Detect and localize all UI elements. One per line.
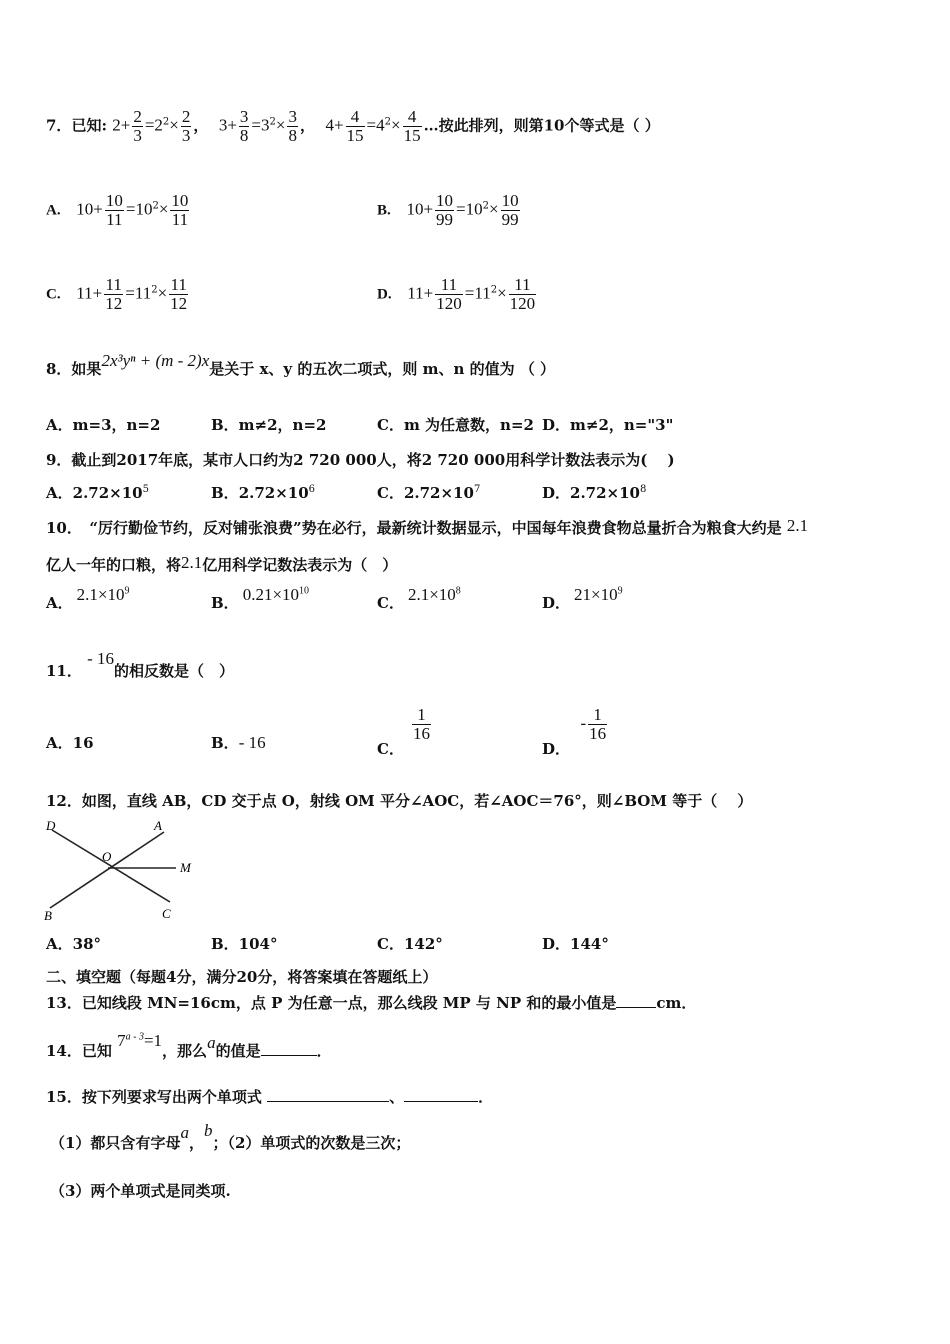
q8-option-a[interactable]: A．m=3，n=2 (46, 416, 161, 434)
q13-stem: 13．已知线段 MN=16cm，点 P 为任意一点，那么线段 MP 与 NP 和的最小值是 cm． (46, 994, 697, 1012)
q7-stem: 7．已知: 2+ $\frac{2}{3}$ $=2^2\times$ $\frac{2}{3}$ ， 3+ $\frac{3}{8}$ $=3^2\times$ $\frac{3}{8}$ ， 4+ $\frac{4}{15}$ $=4^2\times$ $\frac{4}{15}$ …按此排列，则第10个等式是（ ） (46, 107, 660, 145)
q11-option-b[interactable]: B．- 16 (211, 733, 266, 752)
q12-figure (40, 818, 210, 926)
q7-option-b[interactable]: B. 10+ $\frac{10}{99}$ $=10^2\times$ $\frac{10}{99}$ (377, 191, 519, 229)
fraction: $\frac{3}{8}$ (239, 107, 249, 145)
q10-option-a[interactable]: A． $2.1\times 10^9$ (46, 585, 130, 612)
q15-condition-3: （3）两个单项式是同类项. (50, 1182, 231, 1200)
q11-option-d[interactable]: D． - $\frac{1}{16}$ (542, 705, 607, 759)
q9-option-c[interactable]: C．$2.72\times 10^7$ (377, 484, 481, 502)
q10-option-d[interactable]: D． $21\times 10^9$ (542, 585, 623, 612)
q11-option-c[interactable]: C． $\frac{1}{16}$ (377, 705, 430, 759)
q12-stem: 12．如图，直线 AB，CD 交于点 O，射线 OM 平分∠AOC，若∠AOC＝76°，则∠BOM 等于（ ） (46, 792, 753, 810)
section-heading: 二、填空题（每题4分，满分20分，将答案填在答题纸上） (46, 968, 438, 986)
fraction: $\frac{2}{3}$ (181, 107, 191, 145)
q11-stem: 11． - 16的相反数是（ ） (46, 649, 235, 680)
q11-option-a[interactable]: A．16 (46, 734, 94, 752)
label-d: D (46, 818, 56, 833)
q12-option-a[interactable]: A．38° (46, 935, 102, 953)
q15-stem: 15．按下列要求写出两个单项式 、 ． (46, 1088, 494, 1106)
q8-expression: 2x³yⁿ + (m - 2)x (101, 351, 210, 370)
q15-condition-1-2: （1）都只含有字母a，b；（2）单项式的次数是三次； (50, 1121, 411, 1152)
q10-stem-line1: 10． “厉行勤俭节约，反对铺张浪费”势在必行，最新统计数据显示，中国每年浪费食物总量折合为粮食大约是 2.1 (46, 516, 809, 537)
fraction: $\frac{2}{3}$ (133, 107, 142, 145)
q10-option-c[interactable]: C． $2.1\times 10^8$ (377, 585, 461, 612)
answer-blank[interactable] (616, 993, 656, 1008)
label-b: B (44, 908, 52, 923)
fraction: $\frac{3}{8}$ (288, 107, 297, 145)
q8-option-d[interactable]: D．m≠2，n="3" (542, 416, 674, 434)
q12-option-d[interactable]: D．144° (542, 935, 609, 953)
label-o: O (102, 849, 112, 864)
answer-blank-2[interactable] (404, 1087, 478, 1102)
label-a: A (154, 818, 162, 833)
line-ab (50, 832, 164, 908)
q7-option-c[interactable]: C. 11+ $\frac{11}{12}$ $=11^2\times$ $\frac{11}{12}$ (46, 275, 188, 313)
q8-stem: 8．如果2x³yⁿ + (m - 2)x是关于 x、y 的五次二项式，则 m、n 的值为 （ ） (46, 351, 556, 378)
label-c: C (162, 906, 171, 921)
q8-option-c[interactable]: C．m 为任意数，n=2 (377, 416, 534, 434)
q7-option-d[interactable]: D. 11+ $\frac{11}{120}$ $=11^2\times$ $\frac{11}{120}$ (377, 275, 536, 313)
q12-option-c[interactable]: C．142° (377, 935, 443, 953)
answer-blank-1[interactable] (267, 1087, 389, 1102)
q9-stem: 9．截止到2017年底，某市人口约为2 720 000人，将2 720 000用科学计数法表示为( ) (46, 451, 675, 469)
q9-option-b[interactable]: B．$2.72\times 10^6$ (211, 484, 316, 502)
q12-option-b[interactable]: B．104° (211, 935, 278, 953)
q10-stem-line2: 亿人一年的口粮，将2.1亿用科学记数法表示为（ ） (46, 553, 398, 574)
q9-option-d[interactable]: D．$2.72\times 10^8$ (542, 484, 647, 502)
q9-option-a[interactable]: A．$2.72\times 10^5$ (46, 484, 149, 502)
label-m: M (180, 860, 191, 875)
line-dc (52, 830, 170, 902)
q7-option-a[interactable]: A. 10+ $\frac{10}{11}$ $=10^2\times$ $\frac{10}{11}$ (46, 191, 189, 229)
answer-blank[interactable] (261, 1041, 317, 1056)
q8-option-b[interactable]: B．m≠2，n=2 (211, 416, 327, 434)
fraction: $\frac{4}{15}$ (403, 107, 421, 145)
q14-stem: 14．已知 $7^{a - 3}=1$，那么a的值是 ． (46, 1031, 332, 1060)
q10-option-b[interactable]: B． $0.21\times 10^{10}$ (211, 585, 310, 612)
fraction: $\frac{4}{15}$ (346, 107, 364, 145)
